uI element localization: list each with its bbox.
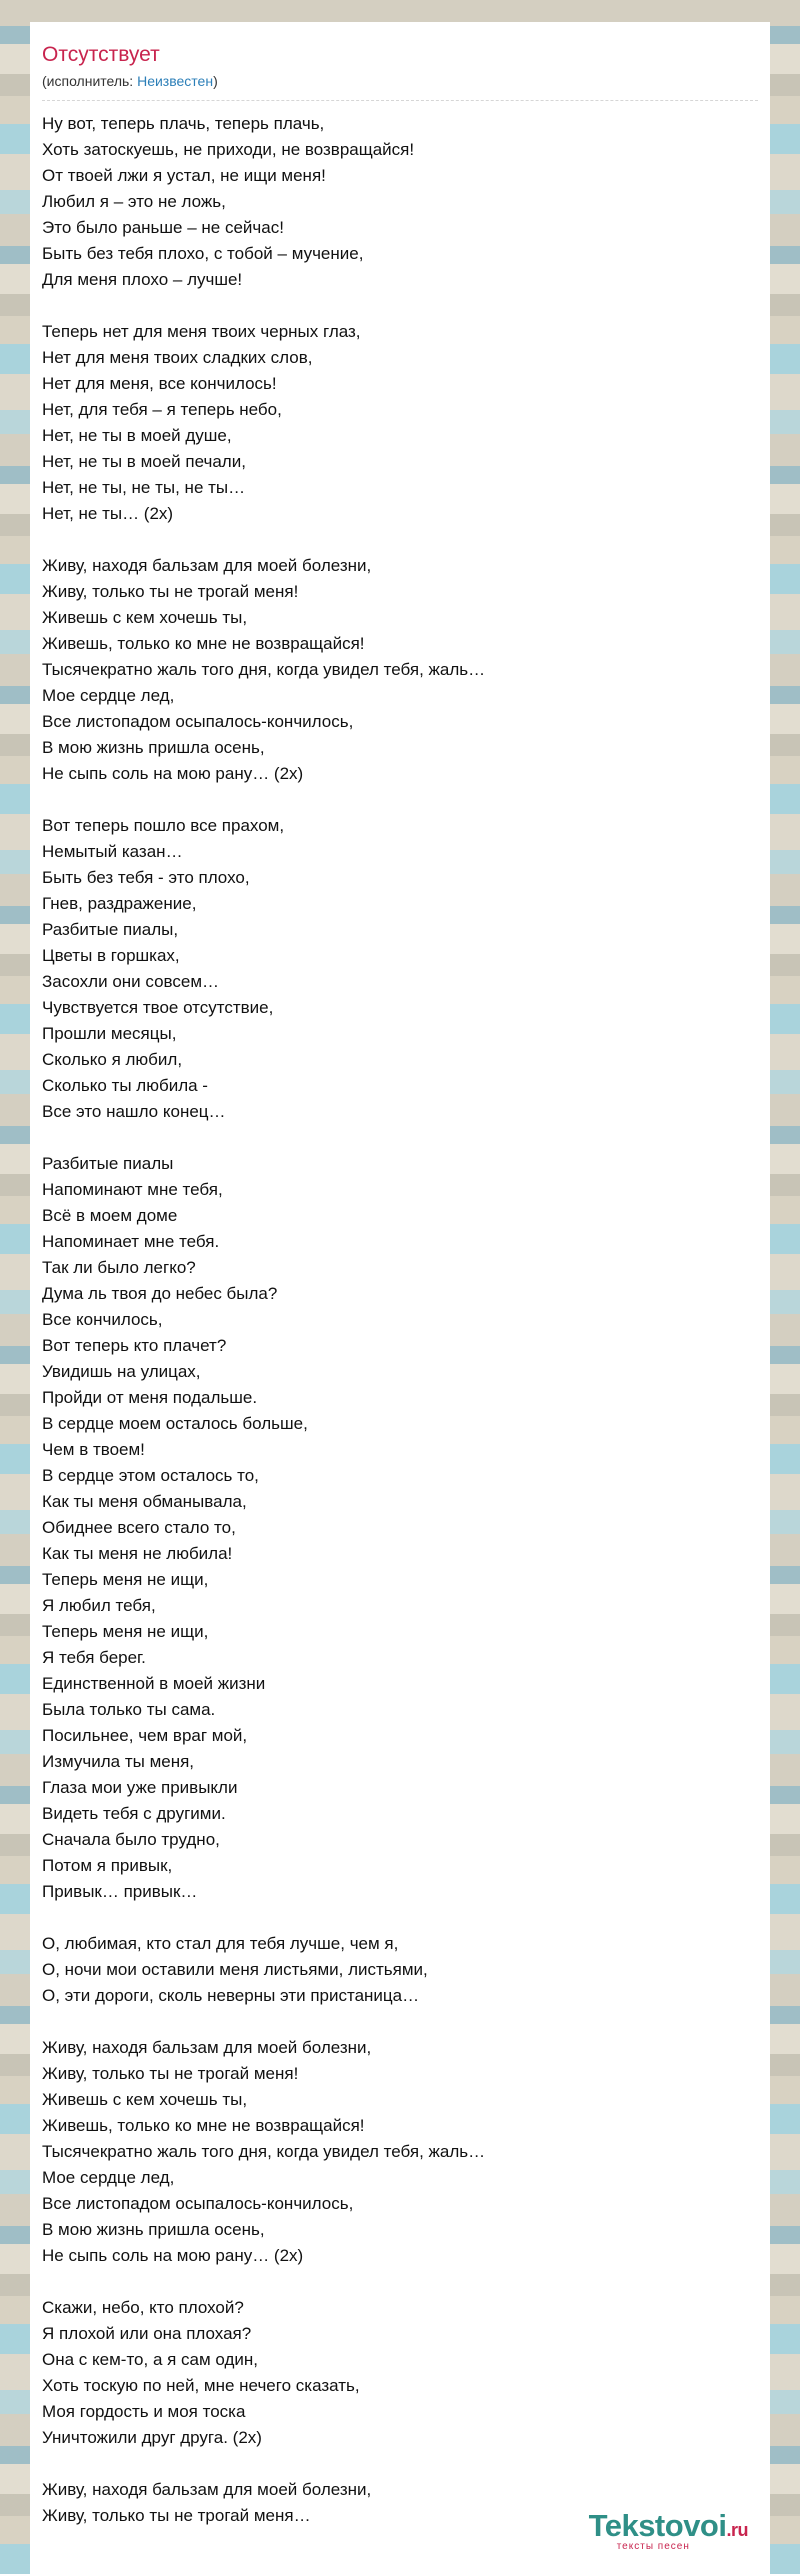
- lyric-line: Нет, не ты… (2x): [42, 504, 174, 523]
- lyric-line: Все листопадом осыпалось-кончилось,: [42, 2194, 354, 2213]
- lyric-line: Разбитые пиалы,: [42, 920, 179, 939]
- lyric-line: Моя гордость и моя тоска: [42, 2402, 246, 2421]
- lyric-line: Мое сердце лед,: [42, 2168, 175, 2187]
- lyric-line: Напоминают мне тебя,: [42, 1180, 223, 1199]
- lyric-line: Я любил тебя,: [42, 1596, 156, 1615]
- lyric-line: Живу, только ты не трогай меня!: [42, 582, 299, 601]
- lyrics-stanza: [42, 813, 758, 1125]
- lyric-line: Быть без тебя - это плохо,: [42, 868, 250, 887]
- lyric-line: Живу, находя бальзам для моей болезни,: [42, 2480, 372, 2499]
- logo-wordmark: [589, 2510, 748, 2541]
- lyric-line: Живу, только ты не трогай меня…: [42, 2506, 311, 2525]
- lyric-line: Нет, не ты, не ты, не ты…: [42, 478, 246, 497]
- lyric-line: Разбитые пиалы: [42, 1154, 174, 1173]
- lyric-line: Скажи, небо, кто плохой?: [42, 2298, 244, 2317]
- lyrics-body: [42, 111, 758, 2529]
- lyric-line: Посильнее, чем враг мой,: [42, 1726, 248, 1745]
- lyric-line: Прошли месяцы,: [42, 1024, 177, 1043]
- lyric-line: Цветы в горшках,: [42, 946, 180, 965]
- lyric-line: Нет, не ты в моей печали,: [42, 452, 246, 471]
- lyric-line: Была только ты сама.: [42, 1700, 216, 1719]
- title-divider: [42, 100, 758, 101]
- lyric-line: Любил я – это не ложь,: [42, 192, 226, 211]
- logo-tagline: тексты песен: [616, 2541, 690, 2552]
- lyric-line: Живешь, только ко мне не возвращайся!: [42, 634, 365, 653]
- lyric-line: Тысячекратно жаль того дня, когда увидел тебя, жаль…: [42, 2142, 486, 2161]
- lyric-line: От твоей лжи я устал, не ищи меня!: [42, 166, 326, 185]
- artist-suffix: ): [213, 73, 218, 89]
- lyric-line: Вот теперь пошло все прахом,: [42, 816, 285, 835]
- lyrics-stanza: [42, 2295, 758, 2451]
- lyric-line: Так ли было легко?: [42, 1258, 196, 1277]
- lyric-line: Потом я привык,: [42, 1856, 173, 1875]
- lyric-line: В мою жизнь пришла осень,: [42, 2220, 265, 2239]
- lyric-line: Чем в твоем!: [42, 1440, 145, 1459]
- lyric-line: Как ты меня обманывала,: [42, 1492, 247, 1511]
- lyric-line: Хоть тоскую по ней, мне нечего сказать,: [42, 2376, 360, 2395]
- lyrics-stanza: [42, 553, 758, 787]
- lyric-line: Быть без тебя плохо, с тобой – мучение,: [42, 244, 364, 263]
- lyric-line: Теперь меня не ищи,: [42, 1622, 209, 1641]
- lyric-line: Живешь с кем хочешь ты,: [42, 608, 248, 627]
- lyric-line: Единственной в моей жизни: [42, 1674, 266, 1693]
- artist-link[interactable]: Неизвестен: [137, 73, 214, 89]
- lyric-line: Теперь меня не ищи,: [42, 1570, 209, 1589]
- logo-main-text: Tekstovoi: [588, 2508, 727, 2543]
- lyric-line: Все листопадом осыпалось-кончилось,: [42, 712, 354, 731]
- lyric-line: Нет, для тебя – я теперь небо,: [42, 400, 282, 419]
- logo-tld: .ru: [726, 2520, 748, 2540]
- lyric-line: Нет для меня, все кончилось!: [42, 374, 277, 393]
- lyric-line: Не сыпь соль на мою рану… (2x): [42, 2246, 304, 2265]
- lyric-line: О, любимая, кто стал для тебя лучше, чем я,: [42, 1934, 399, 1953]
- lyric-line: Все это нашло конец…: [42, 1102, 226, 1121]
- lyric-line: Пройди от меня подальше.: [42, 1388, 258, 1407]
- lyric-line: Я тебя берег.: [42, 1648, 146, 1667]
- lyric-line: Она с кем-то, а я сам один,: [42, 2350, 259, 2369]
- lyric-line: Уничтожили друг друга. (2x): [42, 2428, 262, 2447]
- lyric-line: Это было раньше – не сейчас!: [42, 218, 284, 237]
- lyric-line: В мою жизнь пришла осень,: [42, 738, 265, 757]
- lyric-line: Ну вот, теперь плачь, теперь плачь,: [42, 114, 325, 133]
- lyric-line: Глаза мои уже привыкли: [42, 1778, 238, 1797]
- lyrics-stanza: [42, 1931, 758, 2009]
- song-title: Отсутствует: [42, 43, 160, 66]
- artist-line: [42, 72, 758, 90]
- lyric-line: Сколько я любил,: [42, 1050, 183, 1069]
- lyric-line: Вот теперь кто плачет?: [42, 1336, 227, 1355]
- lyrics-stanza: [42, 2035, 758, 2269]
- lyric-line: Видеть тебя с другими.: [42, 1804, 226, 1823]
- lyric-line: Привык… привык…: [42, 1882, 198, 1901]
- lyric-line: Сначала было трудно,: [42, 1830, 220, 1849]
- lyric-line: Измучила ты меня,: [42, 1752, 195, 1771]
- lyrics-stanza: [42, 111, 758, 293]
- lyric-line: Не сыпь соль на мою рану… (2x): [42, 764, 304, 783]
- lyric-line: Увидишь на улицах,: [42, 1362, 201, 1381]
- lyric-line: Гнев, раздражение,: [42, 894, 197, 913]
- lyric-line: Тысячекратно жаль того дня, когда увидел тебя, жаль…: [42, 660, 486, 679]
- lyric-line: В сердце этом осталось то,: [42, 1466, 259, 1485]
- lyric-line: Для меня плохо – лучше!: [42, 270, 243, 289]
- artist-prefix: (исполнитель:: [42, 73, 138, 89]
- lyric-line: О, эти дороги, сколь неверны эти пристаница…: [42, 1986, 420, 2005]
- lyric-line: Всё в моем доме: [42, 1206, 178, 1225]
- lyric-line: О, ночи мои оставили меня листьями, листьями,: [42, 1960, 428, 1979]
- lyric-line: Живешь, только ко мне не возвращайся!: [42, 2116, 365, 2135]
- lyric-line: Чувствуется твое отсутствие,: [42, 998, 274, 1017]
- lyrics-stanza: [42, 319, 758, 527]
- lyric-line: Живу, находя бальзам для моей болезни,: [42, 556, 372, 575]
- site-logo[interactable]: [589, 2510, 748, 2552]
- lyrics-panel: [30, 22, 770, 2574]
- lyric-line: Как ты меня не любила!: [42, 1544, 233, 1563]
- lyric-line: В сердце моем осталось больше,: [42, 1414, 308, 1433]
- lyric-line: Дума ль твоя до небес была?: [42, 1284, 278, 1303]
- lyric-line: Обиднее всего стало то,: [42, 1518, 236, 1537]
- lyric-line: Хоть затоскуешь, не приходи, не возвращайся!: [42, 140, 415, 159]
- lyric-line: Живу, находя бальзам для моей болезни,: [42, 2038, 372, 2057]
- lyric-line: Нет, не ты в моей душе,: [42, 426, 232, 445]
- lyric-line: Все кончилось,: [42, 1310, 163, 1329]
- lyric-line: Я плохой или она плохая?: [42, 2324, 252, 2343]
- lyric-line: Живешь с кем хочешь ты,: [42, 2090, 248, 2109]
- lyric-line: Немытый казан…: [42, 842, 183, 861]
- lyric-line: Сколько ты любила -: [42, 1076, 208, 1095]
- lyric-line: Мое сердце лед,: [42, 686, 175, 705]
- lyric-line: Нет для меня твоих сладких слов,: [42, 348, 313, 367]
- lyric-line: Живу, только ты не трогай меня!: [42, 2064, 299, 2083]
- lyric-line: Напоминает мне тебя.: [42, 1232, 220, 1251]
- lyrics-stanza: [42, 1151, 758, 1905]
- lyric-line: Засохли они совсем…: [42, 972, 220, 991]
- lyric-line: Теперь нет для меня твоих черных глаз,: [42, 322, 361, 341]
